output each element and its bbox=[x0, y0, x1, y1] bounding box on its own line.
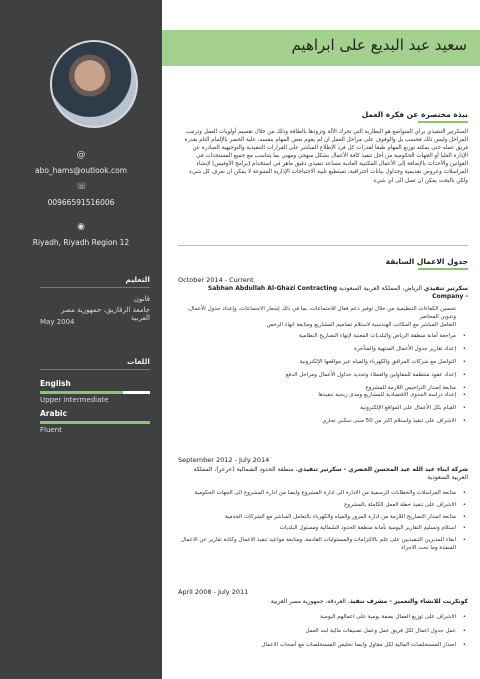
email-text[interactable]: abo_hams@outlook.com bbox=[34, 166, 128, 175]
languages-divider bbox=[40, 369, 150, 370]
job-title: شركة ابناء عبد الله عبد المحسن الخضري - سكرتير تنفيذي bbox=[297, 466, 468, 473]
list-item: • إعداد عقود منتظمة للمقاولين والعملاء وتحديد جداول الأعمال ومراحل الدفع bbox=[178, 372, 468, 380]
phone-text: 00966591516006 bbox=[47, 198, 115, 207]
list-item: • اصدار المستخلصات المالية لكل مقاول وايضا تخليص المستخلصات مع أصحاب الاعمال bbox=[178, 642, 468, 650]
language-level-fill bbox=[40, 391, 123, 394]
job-place: الرياض، المملكة العربية السعودية bbox=[339, 285, 422, 292]
job-date: April 2008 - July 2011 bbox=[178, 588, 249, 596]
list-item: • التواصل مع شركات المرافق والكهرباء والمياه عبر مواقعها الإلكترونية bbox=[178, 359, 468, 367]
list-item: • الاشراف على توزيع العمال بصفة يومية على اعمالهم اليومية bbox=[178, 614, 468, 622]
location-text: Riyadh, Riyadh Region 12 bbox=[32, 238, 130, 247]
phone-icon: ☏ bbox=[76, 182, 88, 192]
list-item: • عمل جدول اعمال لكل فريق عمل وعمل تصنيفات مالية لبند العمل bbox=[178, 628, 468, 636]
language-level: Fluent bbox=[40, 426, 62, 434]
job-title: سكرتير تنفيذي bbox=[423, 285, 468, 292]
phone-block bbox=[0, 182, 162, 207]
list-item: • مراجعة أمانة منطقة الرياض والبلديات المعنية لإنهاء التصاريح النظامية bbox=[178, 333, 468, 341]
section-divider bbox=[178, 245, 468, 246]
profile-photo bbox=[50, 40, 138, 128]
job-duties bbox=[178, 614, 468, 649]
list-item: • الاشراف على تنفيذ واستلام اكثر من 50 مبنى سكني تجاري bbox=[178, 418, 468, 426]
job-place: الغردقة، جمهورية مصر العربية bbox=[270, 598, 346, 605]
job-header bbox=[178, 285, 468, 301]
language-name: Arabic bbox=[40, 409, 67, 418]
experience-underline bbox=[418, 268, 468, 270]
list-item: • استلام وتسليم التقارير اليومية بأمانة منطقة الحدود الشمالية ومسئول البلديات bbox=[178, 525, 468, 533]
experience-heading: جدول الاعمال السابقة bbox=[385, 257, 468, 266]
list-item: • الاشراف على تنفيذ خطة العمل الكاملة بالمشروع bbox=[178, 502, 468, 510]
education-divider bbox=[40, 287, 150, 288]
language-level: Upper intermediate bbox=[40, 396, 109, 404]
job-place: منطقة الحدود الشمالية (عرعر)، المملكة العربية السعودية bbox=[193, 466, 468, 481]
job-header: كونكريت للانشاء والتعمير - مشرف تنفيذ، الغردقة، جمهورية مصر العربية bbox=[270, 598, 468, 605]
list-item: • إعداد تقارير جدول الأعمال المنتهية والمتأخرة bbox=[178, 346, 468, 354]
job-date: October 2014 - Current bbox=[178, 276, 254, 284]
education-date: May 2004 bbox=[40, 318, 75, 326]
summary-text: السكرتير التنفيذي برأي المتواضع هو البطارية التي تحرك الآلة وتزودها بالطاقة وذلك من خلال تقسيم أولويات العمل وترتيب المراحل وليس ذلك فحسب بل والوقوف على مراحل العمل ان لم يقوم بعض المهام بنفسه، علية الحصر بالإلمام التام بقدرة فريق عمله حتى يمكنه توزيع المهام طبقا لقدرات كل فرد الإطلاع المباشر على القرارات التنفيذية والتوجيهية الصادرة عن الإدارة العليا أو الجهات الحكومية من أجل تنفيذ كافة الأعمال بشكل منهجي ومهني بما يتناسب مع جميع المستجدات في القوانين والأحداث بالإضافة إلى الأعمال المكتبية العادية مساعد تنفيذي دقيق ماهر في استخدام [برامج الأوفيس] لإنشاء المراسلات وعروض تقديمية وجداول بيانات احترافية، تستطيع تلبية الاحتياجات الإدارية المتنوعة لا يمكن ان تعرف كل شيء ولكن بالبحث يمكن ان تصل الى اي شيء bbox=[184, 129, 468, 184]
language-level-bar bbox=[40, 391, 150, 394]
job-company: Sabhan Abdullah Al-Ghazi Contracting Company - bbox=[207, 285, 468, 300]
list-item: • متابعة اصدار التصاريح اللازمة من ادارة المرور والمياه والكهرباء بالتعامل المباشر مع الشركات الخدمية bbox=[178, 514, 468, 522]
education-degree: قانون bbox=[133, 295, 150, 303]
education-school: جامعة الزقازيق، جمهورية مصر العربية bbox=[61, 306, 150, 322]
location-pin-icon: ◉ bbox=[77, 222, 85, 232]
languages-heading: اللغات bbox=[126, 357, 150, 366]
job-header: شركة ابناء عبد الله عبد المحسن الخضري - سكرتير تنفيذي، منطقة الحدود الشمالية (عرعر)، المملكة العربية السعودية bbox=[193, 466, 468, 481]
summary-heading: نبذة مختصرة عن فكرة العمل bbox=[361, 110, 468, 119]
education-heading: التعليم bbox=[125, 275, 150, 284]
list-item: تحسين الكفاءات التنظيمية من خلال توفير دعم فعال للاجتماعات، بما في ذلك إشعار الاجتماعات، وإعداد جدول الأعمال، وتدوين المحاضر bbox=[187, 306, 456, 320]
at-icon: @ bbox=[76, 150, 86, 160]
location-block bbox=[0, 222, 162, 247]
language-level-bar bbox=[40, 421, 150, 424]
summary-underline bbox=[418, 121, 468, 123]
list-item: • متابعة المراسلات والخطابات الرسمية من الادارة الى ادارة المشروع وايضا من ادارة المشروع الى الجهات الحكومية bbox=[178, 490, 468, 498]
job-duties bbox=[178, 306, 468, 426]
job-duties bbox=[178, 490, 468, 553]
job-title: كونكريت للانشاء والتعمير - مشرف تنفيذ bbox=[349, 598, 468, 605]
email-block bbox=[0, 150, 162, 175]
job-date: September 2012 - July 2014 bbox=[178, 456, 270, 464]
list-item: • ابقاء المديرين التنفيذيين على علم بالالتزامات والمسئوليات القادمة، ومتابعة مواعيد تنفيذ الاعمال وكتابة تقارير عن الاعمال المنفذة وما تحت الاجراء bbox=[178, 537, 468, 553]
list-item: • متابعة إصدار التراخيص اللازمة للمشروع bbox=[178, 385, 468, 393]
list-item: • القيام بكل الأعمال على المواقع الإلكترونية bbox=[178, 405, 468, 413]
language-level-fill bbox=[40, 421, 150, 424]
full-name: سعيد عبد البديع على ابراهيم bbox=[291, 36, 467, 54]
language-name: English bbox=[40, 379, 71, 388]
list-item: • إعداد دراسة الجدوى الاقتصادية للمشاريع ومدى ربحية تنفيذها bbox=[178, 392, 468, 400]
list-item: التعامل المباشر مع المكاتب الهندسية لاستلام تصاميم المشاريع ومتابعة انهاء الرخص bbox=[266, 321, 456, 328]
